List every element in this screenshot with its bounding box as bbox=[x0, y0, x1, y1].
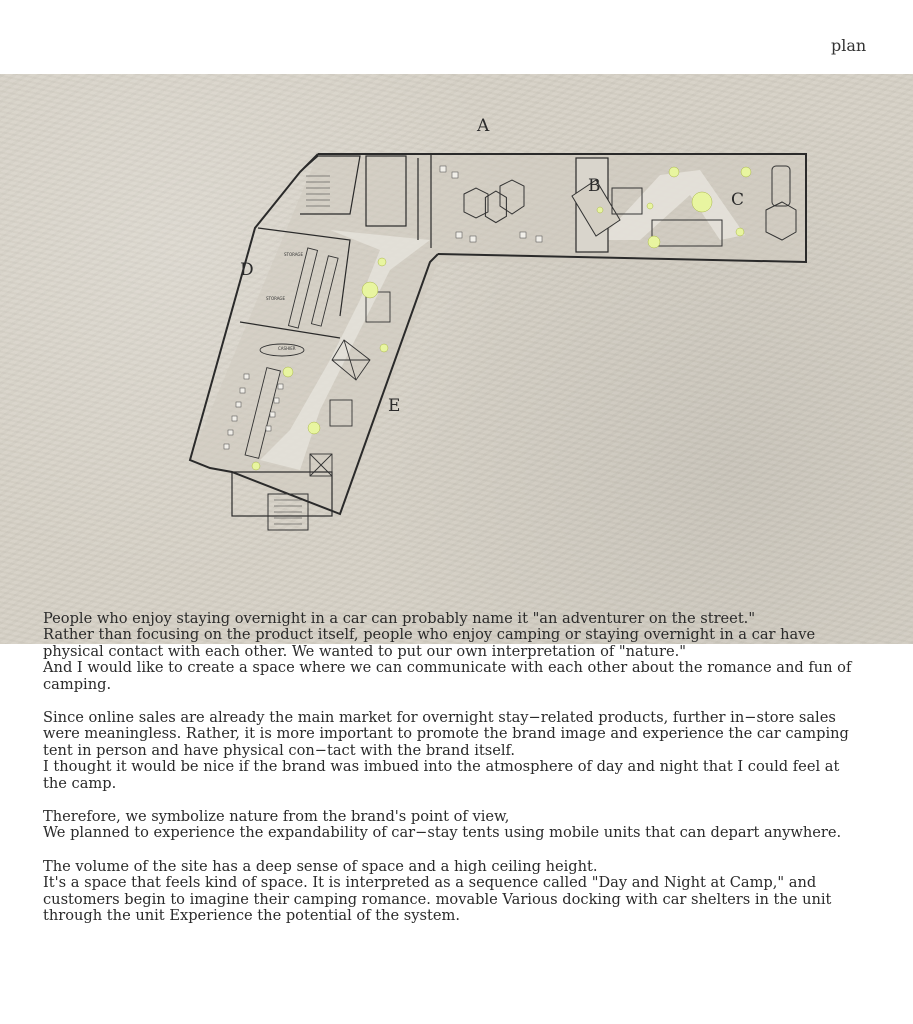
paragraph-line: Rather than focusing on the product itself, people who enjoy camping or staying overnight in a car have physical contact with each other. We wanted to put our own interpretation of "nature." bbox=[43, 626, 816, 660]
project-description bbox=[43, 611, 863, 925]
paragraph-line: The volume of the site has a deep sense of space and a high ceiling height. bbox=[43, 857, 598, 875]
paragraph-line: People who enjoy staying overnight in a car can probably name it "an adventurer on the street." bbox=[43, 610, 756, 627]
floor-plan-panel bbox=[0, 74, 913, 644]
floor-plan-drawing bbox=[0, 74, 913, 644]
room-label-storage-1: STORAGE bbox=[284, 252, 304, 257]
zone-label-c: C bbox=[731, 190, 745, 210]
zone-label-e: E bbox=[388, 396, 401, 416]
page-title: plan bbox=[831, 36, 867, 55]
room-label-storage-2: STORAGE bbox=[266, 296, 286, 301]
paragraph-line: It's a space that feels kind of space. It is interpreted as a sequence called "Day and Night at Camp," and customers begin to imagine their camping romance. movable Various docking with car shelters in the unit through the unit Experience the potential of the system. bbox=[43, 874, 832, 925]
zone-label-d: D bbox=[240, 260, 254, 280]
paragraph-line: Since online sales are already the main market for overnight stay−related products, further in−store sales were meaningless. Rather, it is more important to promote the brand image and experience the car camping tent in person and have physical con−tact with the brand itself. bbox=[43, 709, 849, 759]
zone-label-a: A bbox=[477, 116, 490, 136]
paragraph-line: We planned to experience the expandability of car−stay tents using mobile units that can depart anywhere. bbox=[43, 824, 842, 842]
zone-label-b: B bbox=[588, 176, 601, 196]
paragraph-line: And I would like to create a space where we can communicate with each other about the romance and fun of camping. bbox=[43, 659, 852, 693]
paragraph-line: Therefore, we symbolize nature from the brand's point of view, bbox=[43, 808, 510, 826]
room-label-counter: CASHIER bbox=[278, 346, 296, 351]
paragraph-line: I thought it would be nice if the brand was imbued into the atmosphere of day and night that I could feel at the camp. bbox=[43, 758, 840, 792]
